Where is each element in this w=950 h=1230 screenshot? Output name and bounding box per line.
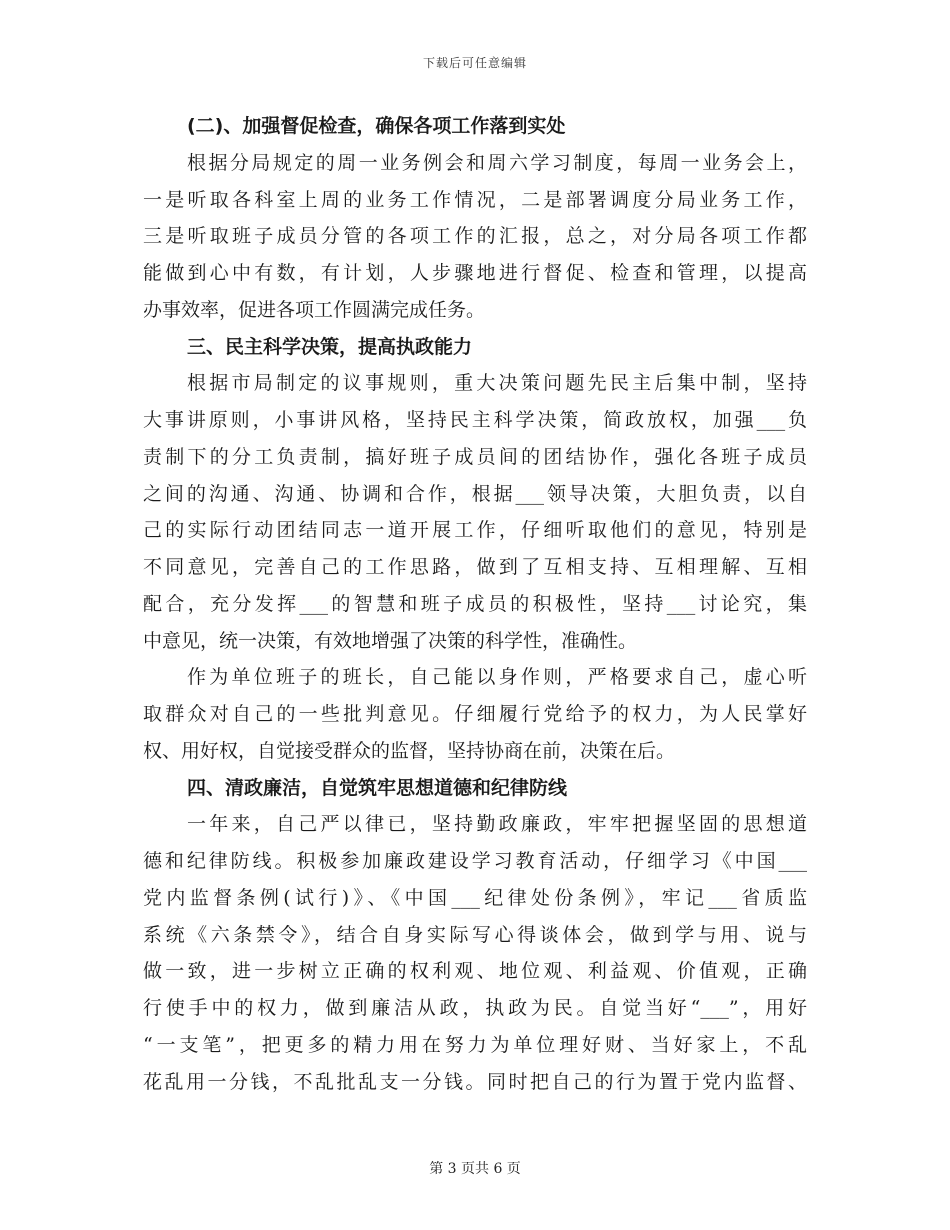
text-line: 作为单位班子的班长，自己能以身作则，严格要求自己，虚心听: [187, 666, 807, 689]
text-line: 系统《六条禁令》，结合自身实际写心得谈体会，做到学与用、说与: [143, 923, 807, 946]
section-heading: 四、清政廉洁，自觉筑牢思想道德和纪律防线: [187, 776, 568, 799]
text-line: 能做到心中有数，有计划，人步骤地进行督促、检查和管理，以提高: [143, 262, 807, 284]
text-line: “一支笔”，把更多的精力用在努力为单位理好财、当好家上，不乱: [143, 1033, 807, 1056]
text-line: 取群众对自己的一些批判意见。仔细履行党给予的权力，为人民掌好: [143, 703, 807, 725]
text-line: 大事讲原则，小事讲风格，坚持民主科学决策，简政放权，加强___负: [143, 409, 807, 431]
text-line: 行使手中的权力，做到廉洁从政，执政为民。自觉当好“___”，用好: [143, 997, 807, 1019]
text-line: 权、用好权，自觉接受群众的监督，坚持协商在前，决策在后。: [143, 739, 676, 762]
section-heading: (二)、加强督促检查，确保各项工作落到实处: [187, 115, 566, 137]
text-line: 根据分局规定的周一业务例会和周六学习制度，每周一业务会上，: [187, 151, 807, 174]
text-line: 德和纪律防线。积极参加廉政建设学习教育活动，仔细学习《中国___: [143, 850, 807, 872]
text-line: 花乱用一分钱，不乱批乱支一分钱。同时把自己的行为置于党内监督、: [143, 1070, 807, 1093]
text-line: 己的实际行动团结同志一道开展工作，仔细听取他们的意见，特别是: [143, 519, 807, 542]
text-line: 根据市局制定的议事规则，重大决策问题先民主后集中制，坚持: [187, 372, 807, 395]
section-heading: 三、民主科学决策，提高执政能力: [187, 335, 473, 358]
document-body: [143, 108, 807, 1100]
text-line: 中意见，统一决策，有效地增强了决策的科学性，准确性。: [143, 629, 638, 652]
text-line: 党内监督条例(试行)》、《中国___纪律处份条例》，牢记___省质监: [143, 886, 807, 909]
text-line: 之间的沟通、沟通、协调和合作，根据___领导决策，大胆负责，以自: [143, 482, 807, 505]
text-line: 一年来，自己严以律已，坚持勤政廉政，牢牢把握坚固的思想道: [187, 813, 807, 836]
page-footer: 第 3 页共 6 页: [429, 1161, 521, 1177]
header-note: 下载后可任意编辑: [422, 56, 527, 70]
text-line: 配合，充分发挥___的智慧和班子成员的积极性，坚持___讨论究，集: [143, 592, 807, 615]
text-line: 一是听取各科室上周的业务工作情况，二是部署调度分局业务工作，: [143, 188, 807, 211]
text-line: 做一致，进一步树立正确的权利观、地位观、利益观、价值观，正确: [143, 960, 807, 983]
text-line: 三是听取班子成员分管的各项工作的汇报，总之，对分局各项工作都: [143, 225, 807, 248]
text-line: 不同意见，完善自己的工作思路，做到了互相支持、互相理解、互相: [143, 556, 807, 578]
text-line: 责制下的分工负责制，搞好班子成员间的团结协作，强化各班子成员: [143, 445, 807, 468]
text-line: 办事效率，促进各项工作圆满完成任务。: [143, 298, 486, 321]
